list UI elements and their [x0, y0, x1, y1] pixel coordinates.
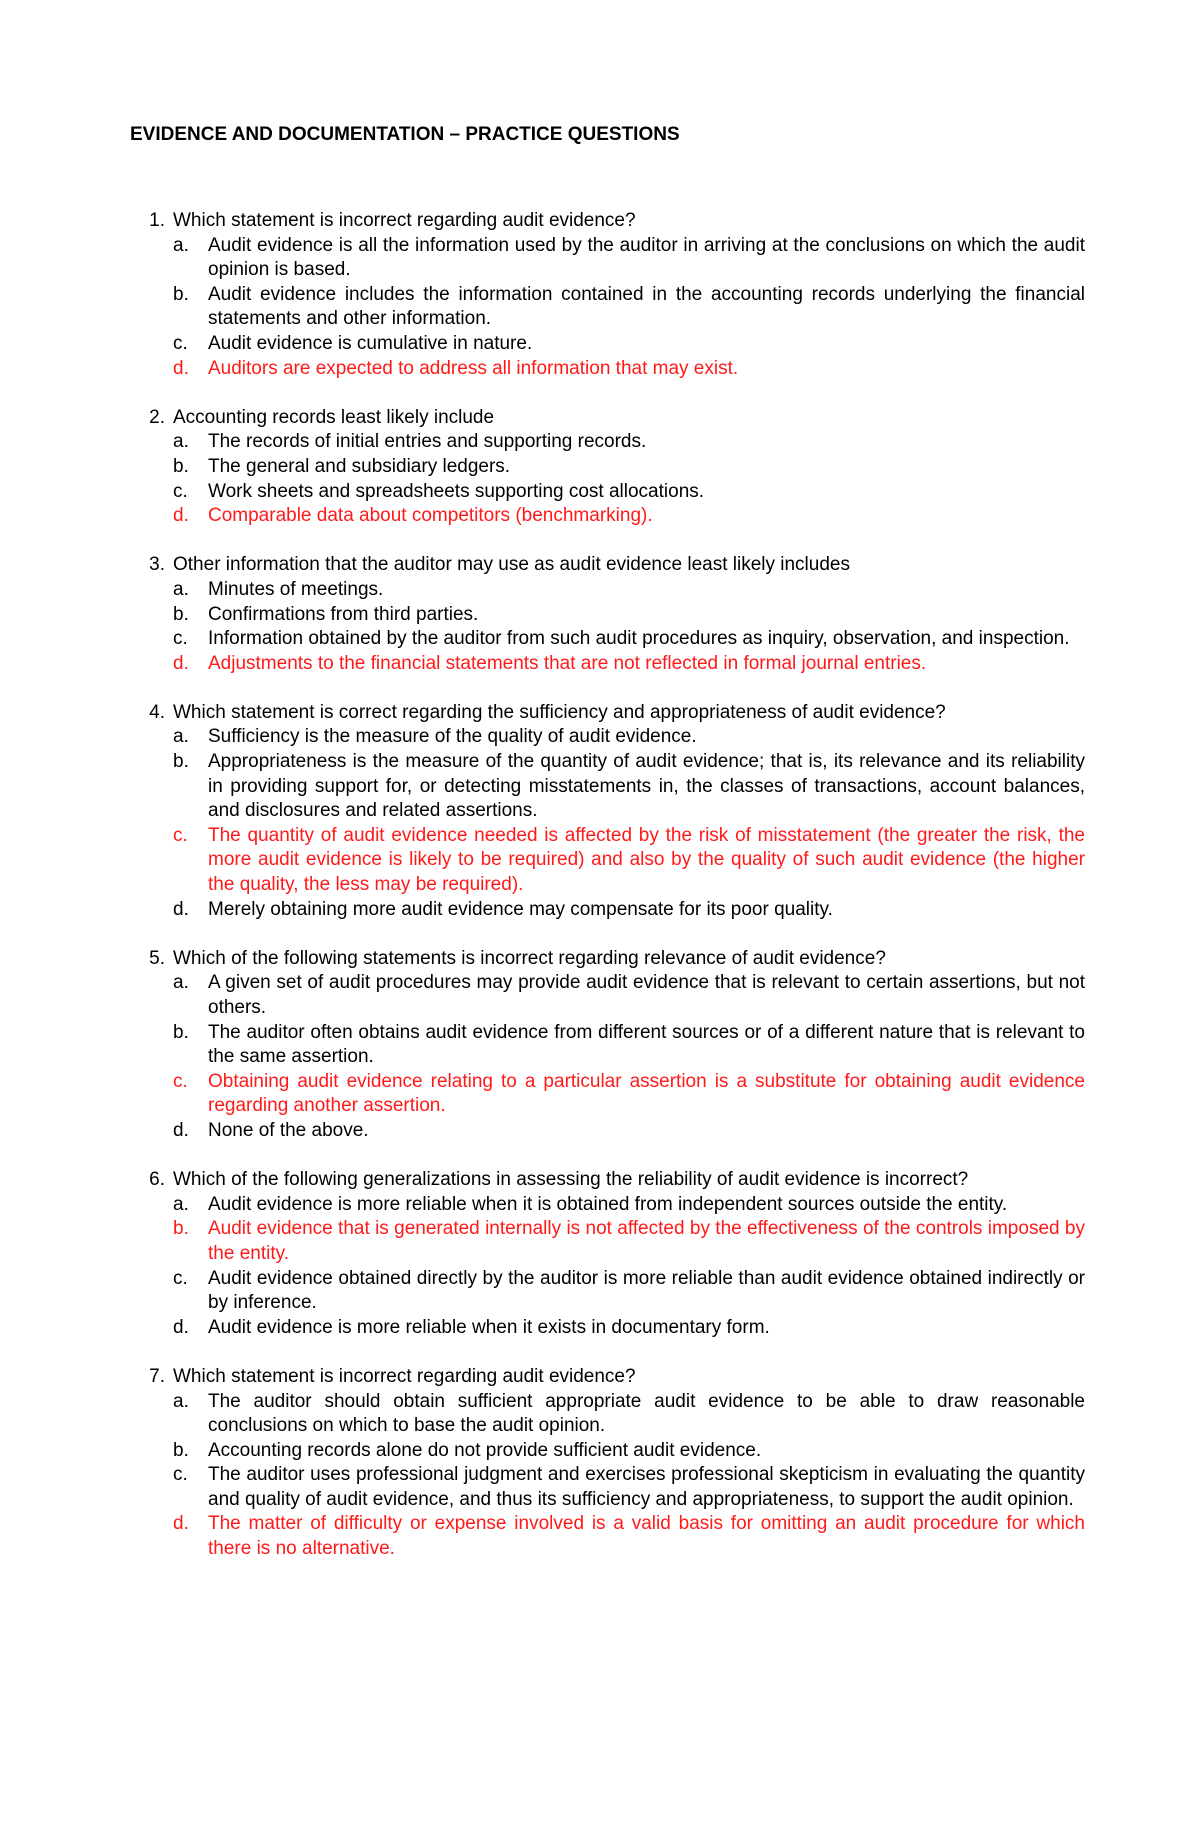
- option-item: [173, 455, 1085, 480]
- option-letter: a.: [173, 1193, 189, 1215]
- option-list: [173, 430, 1085, 528]
- option-letter: c.: [173, 332, 188, 354]
- option-text: Information obtained by the auditor from such audit procedures as inquiry, observation, and inspection.: [208, 628, 1070, 650]
- document-title: EVIDENCE AND DOCUMENTATION – PRACTICE QUESTIONS: [130, 124, 680, 145]
- question-item: [130, 209, 1085, 381]
- option-letter: b.: [173, 283, 189, 305]
- option-item: [173, 283, 1085, 332]
- option-letter: d.: [173, 505, 189, 527]
- option-letter: a.: [173, 431, 189, 453]
- option-item: [173, 480, 1085, 505]
- option-letter: c.: [173, 1070, 188, 1092]
- option-list: [173, 234, 1085, 382]
- answer-option: [173, 504, 1085, 529]
- option-text: Appropriateness is the measure of the quantity of audit evidence; that is, its relevance and its reliability in providing support for, or detecting misstatements in, the classes of transactions, account balances, and disclosures and related assertions.: [208, 751, 1085, 822]
- option-letter: c.: [173, 628, 188, 650]
- question-text: Which statement is correct regarding the sufficiency and appropriateness of audit evidence?: [173, 701, 946, 723]
- option-text: Adjustments to the financial statements that are not reflected in formal journal entries.: [208, 652, 927, 674]
- answer-option: [173, 1217, 1085, 1266]
- option-letter: d.: [173, 1513, 189, 1535]
- option-text: Audit evidence that is generated internally is not affected by the effectiveness of the controls imposed by the entity.: [208, 1218, 1085, 1264]
- question-row: [130, 406, 1085, 431]
- option-text: Audit evidence is more reliable when it exists in documentary form.: [208, 1316, 770, 1338]
- option-letter: b.: [173, 1021, 189, 1043]
- option-text: Comparable data about competitors (benchmarking).: [208, 505, 653, 527]
- option-item: [173, 725, 1085, 750]
- option-item: [173, 898, 1085, 923]
- option-letter: c.: [173, 1464, 188, 1486]
- option-letter: b.: [173, 603, 189, 625]
- option-text: Obtaining audit evidence relating to a particular assertion is a substitute for obtaining audit evidence regarding another assertion.: [208, 1070, 1085, 1117]
- option-text: The quantity of audit evidence needed is affected by the risk of misstatement (the greater the risk, the more audit evidence is likely to be required) and also by the quality of such audit evidence (the higher the quality, the less may be required).: [208, 824, 1085, 896]
- question-row: [130, 701, 1085, 726]
- question-number: 4.: [149, 701, 165, 723]
- option-item: [173, 603, 1085, 628]
- answer-option: [173, 824, 1085, 898]
- answer-option: [173, 652, 1085, 677]
- option-list: [173, 1390, 1085, 1562]
- option-letter: d.: [173, 357, 189, 379]
- option-item: [173, 1390, 1085, 1439]
- option-text: Confirmations from third parties.: [208, 603, 479, 625]
- option-item: [173, 1193, 1085, 1218]
- question-number: 1.: [149, 210, 165, 231]
- option-item: [173, 971, 1085, 1020]
- option-text: Audit evidence includes the information contained in the accounting records underlying the financial statements and other information.: [208, 283, 1085, 330]
- option-text: Auditors are expected to address all information that may exist.: [208, 357, 739, 379]
- question-row: [130, 1168, 1085, 1193]
- option-list: [173, 578, 1085, 676]
- option-text: Audit evidence is cumulative in nature.: [208, 332, 533, 354]
- question-item: [130, 1365, 1085, 1562]
- option-text: The auditor uses professional judgment and exercises professional skepticism in evaluating the quantity and quality of audit evidence, and thus its sufficiency and appropriateness, to support the audit opinion.: [208, 1464, 1085, 1510]
- question-item: [130, 947, 1085, 1144]
- question-list: [130, 209, 1085, 1586]
- option-text: The general and subsidiary ledgers.: [208, 455, 511, 477]
- question-text: Which statement is incorrect regarding audit evidence?: [173, 210, 636, 231]
- option-text: Audit evidence obtained directly by the auditor is more reliable than audit evidence obtained indirectly or by inference.: [208, 1267, 1085, 1314]
- option-text: Work sheets and spreadsheets supporting cost allocations.: [208, 480, 705, 502]
- option-letter: b.: [173, 1439, 189, 1461]
- option-item: [173, 750, 1085, 824]
- option-letter: c.: [173, 1267, 188, 1289]
- option-letter: b.: [173, 1218, 189, 1240]
- question-number: 2.: [149, 406, 165, 428]
- option-text: The matter of difficulty or expense involved is a valid basis for omitting an audit procedure for which there is no alternative.: [208, 1513, 1085, 1560]
- option-letter: a.: [173, 972, 189, 994]
- option-letter: a.: [173, 234, 189, 256]
- option-list: [173, 725, 1085, 922]
- option-item: [173, 1021, 1085, 1070]
- option-letter: c.: [173, 824, 188, 846]
- option-letter: d.: [173, 1119, 189, 1141]
- question-item: [130, 553, 1085, 676]
- question-text: Other information that the auditor may use as audit evidence least likely includes: [173, 554, 850, 576]
- question-text: Accounting records least likely include: [173, 406, 495, 428]
- question-row: [130, 553, 1085, 578]
- option-item: [173, 1267, 1085, 1316]
- option-item: [173, 1439, 1085, 1464]
- question-number: 7.: [149, 1365, 165, 1387]
- question-text: Which of the following statements is incorrect regarding relevance of audit evidence?: [173, 947, 886, 969]
- option-text: None of the above.: [208, 1119, 369, 1141]
- option-text: The auditor often obtains audit evidence from different sources or of a different nature that is relevant to the same assertion.: [208, 1021, 1085, 1068]
- option-text: Merely obtaining more audit evidence may compensate for its poor quality.: [208, 898, 833, 920]
- option-text: Sufficiency is the measure of the quality of audit evidence.: [208, 726, 697, 748]
- option-text: Audit evidence is all the information used by the auditor in arriving at the conclusions on which the audit opinion is based.: [208, 234, 1085, 281]
- option-letter: d.: [173, 898, 189, 920]
- option-letter: a.: [173, 726, 189, 748]
- question-number: 5.: [149, 947, 165, 969]
- question-row: [130, 1365, 1085, 1390]
- answer-option: [173, 1512, 1085, 1561]
- option-item: [173, 332, 1085, 357]
- option-item: [173, 1119, 1085, 1144]
- option-list: [173, 971, 1085, 1143]
- option-letter: c.: [173, 480, 188, 502]
- question-row: [130, 947, 1085, 972]
- option-letter: b.: [173, 751, 189, 773]
- option-letter: a.: [173, 1390, 189, 1412]
- question-item: [130, 701, 1085, 922]
- question-row: [130, 209, 1085, 234]
- option-letter: d.: [173, 1316, 189, 1338]
- answer-option: [173, 357, 1085, 382]
- option-list: [173, 1193, 1085, 1341]
- question-text: Which statement is incorrect regarding audit evidence?: [173, 1365, 636, 1387]
- option-item: [173, 578, 1085, 603]
- option-item: [173, 1463, 1085, 1512]
- question-number: 6.: [149, 1169, 165, 1191]
- option-letter: d.: [173, 652, 189, 674]
- question-text: Which of the following generalizations in assessing the reliability of audit evidence is incorrect?: [173, 1169, 969, 1191]
- question-item: [130, 406, 1085, 529]
- option-item: [173, 234, 1085, 283]
- option-text: Minutes of meetings.: [208, 578, 384, 600]
- option-text: The records of initial entries and supporting records.: [208, 431, 647, 453]
- option-text: Accounting records alone do not provide sufficient audit evidence.: [208, 1439, 762, 1461]
- option-text: A given set of audit procedures may provide audit evidence that is relevant to certain assertions, but not others.: [208, 972, 1085, 1018]
- option-item: [173, 1316, 1085, 1341]
- question-item: [130, 1168, 1085, 1340]
- option-item: [173, 627, 1085, 652]
- option-text: Audit evidence is more reliable when it is obtained from independent sources outside the entity.: [208, 1193, 1008, 1215]
- question-number: 3.: [149, 554, 165, 576]
- option-letter: a.: [173, 578, 189, 600]
- option-item: [173, 430, 1085, 455]
- option-letter: b.: [173, 455, 189, 477]
- option-text: The auditor should obtain sufficient appropriate audit evidence to be able to draw reasonable conclusions on which to base the audit opinion.: [208, 1390, 1085, 1437]
- answer-option: [173, 1070, 1085, 1119]
